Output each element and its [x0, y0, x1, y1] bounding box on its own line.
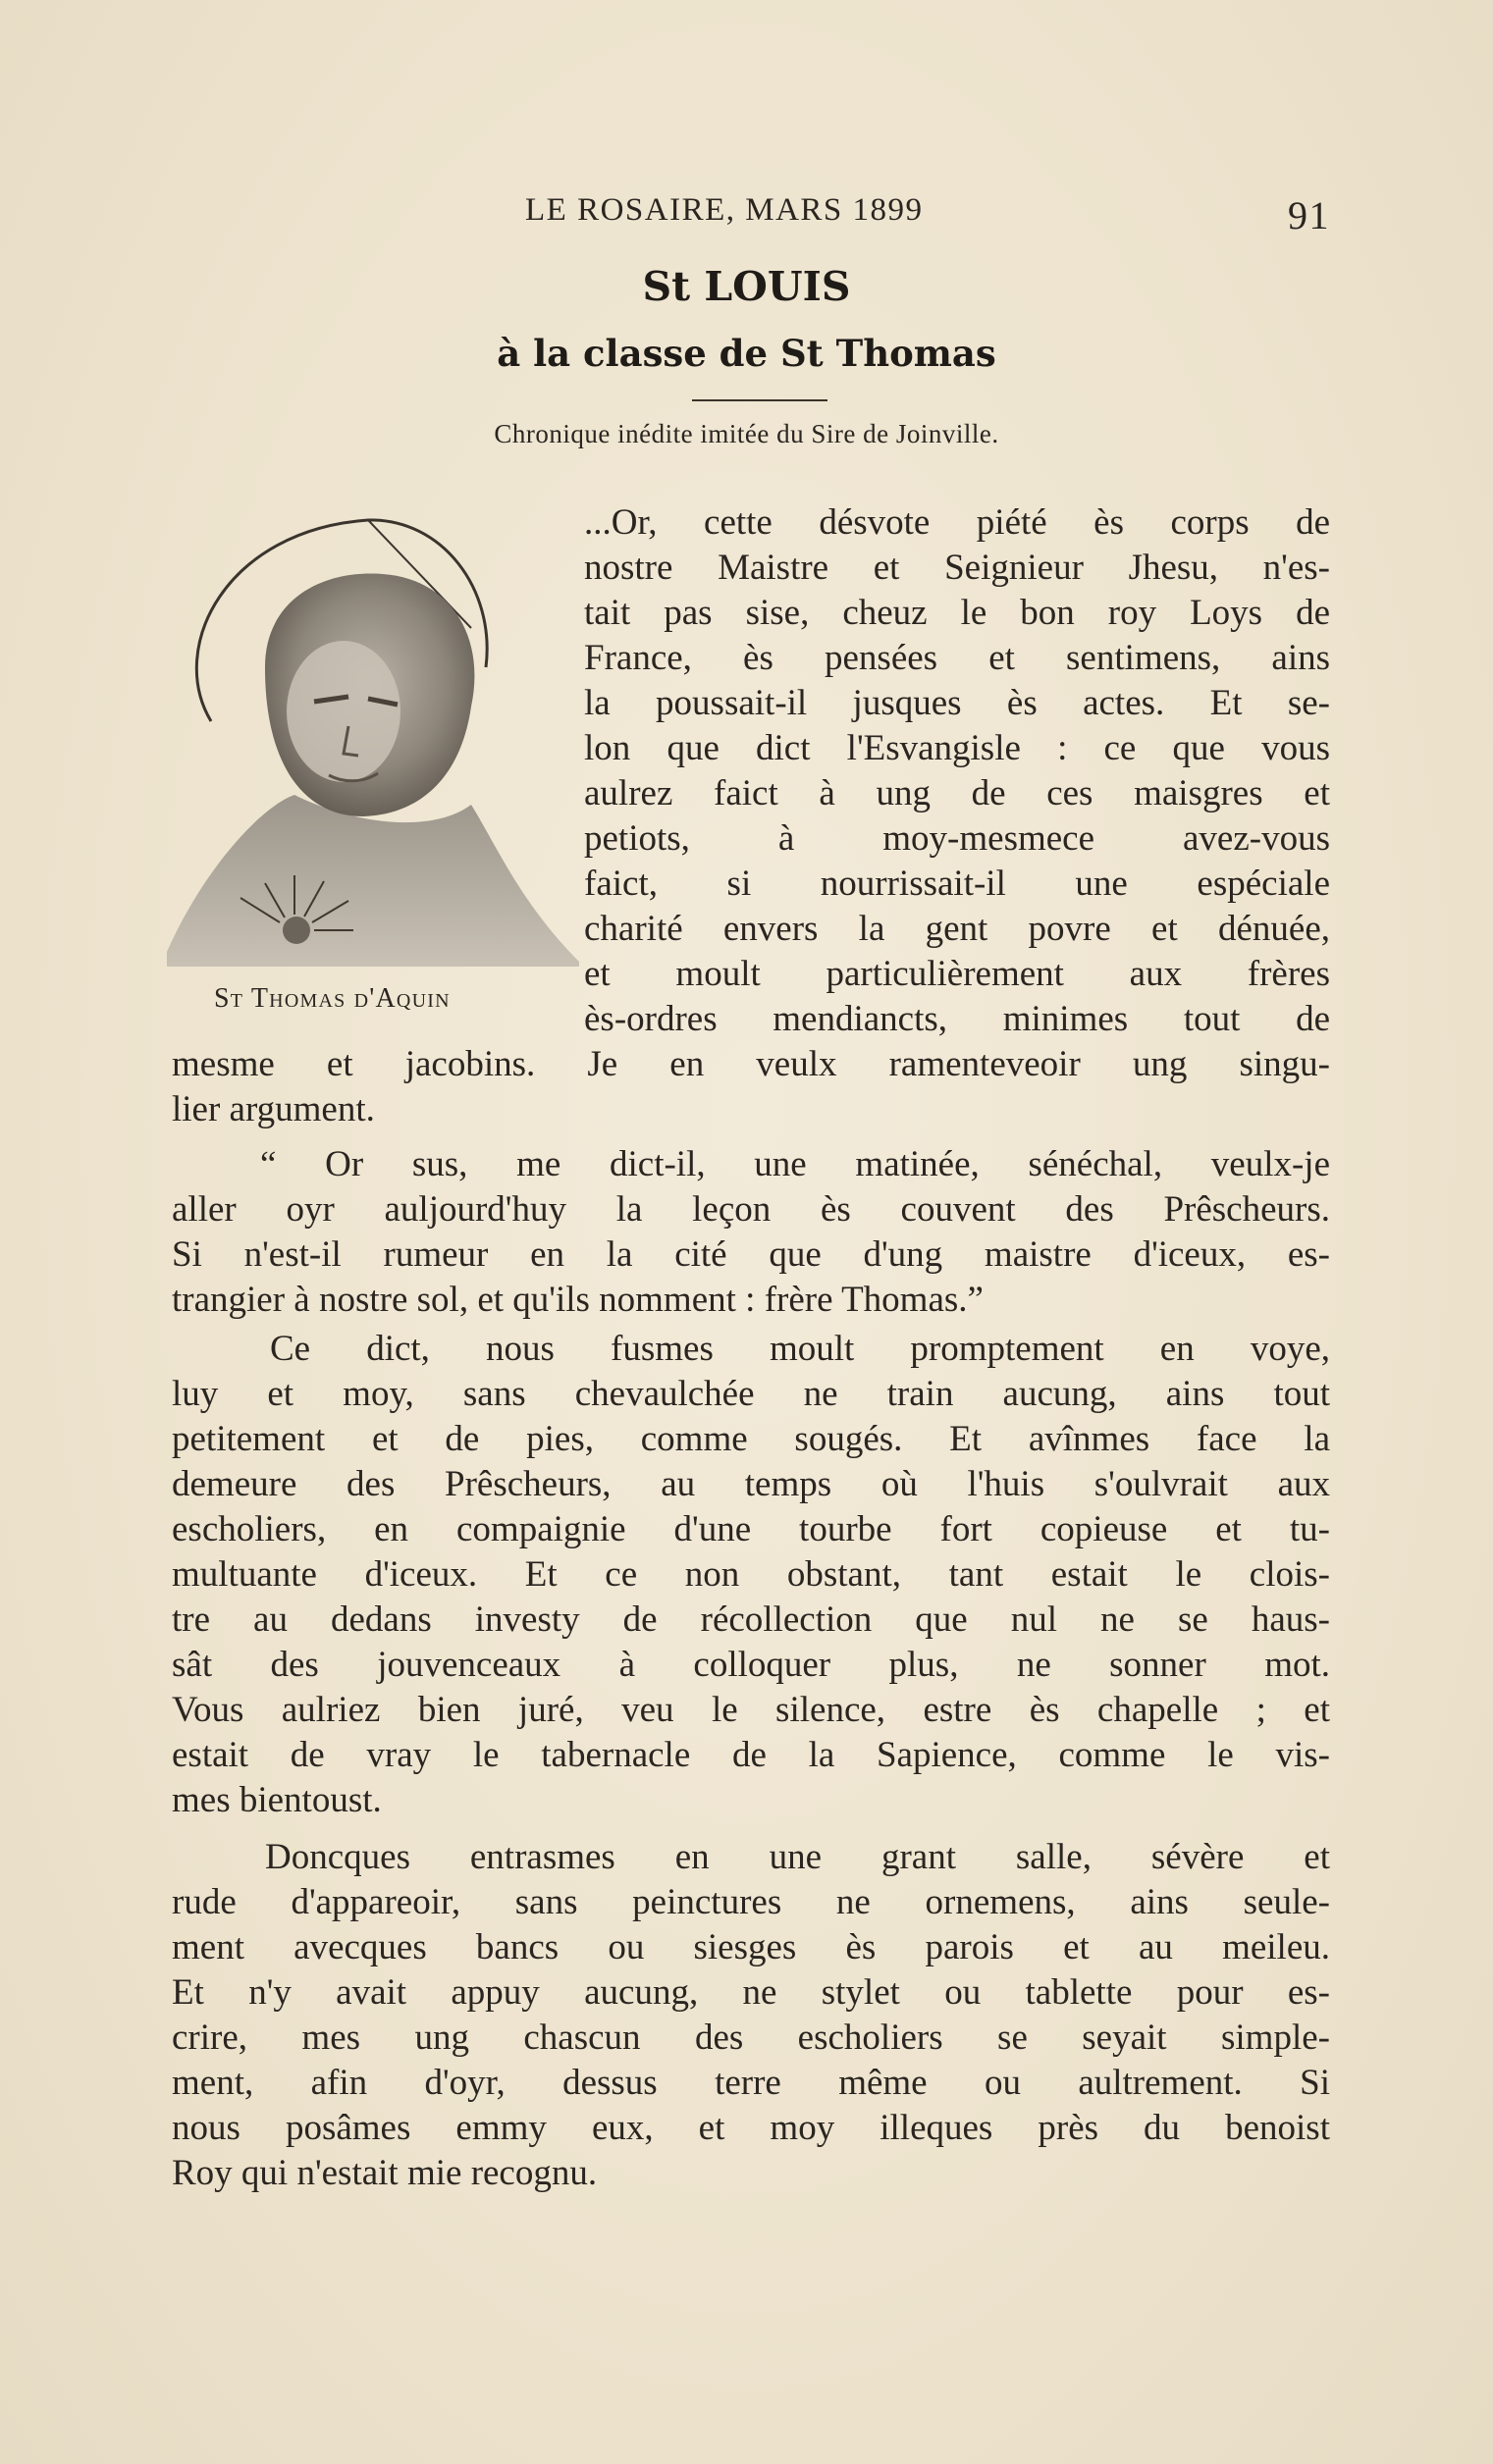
body-line: charité envers la gent povre et dénuée,	[584, 909, 1330, 949]
portrait-caption: St Thomas d'Aquin	[214, 983, 451, 1014]
body-line: aulrez faict à ung de ces maisgres et	[584, 773, 1330, 813]
body-line: lon que dict l'Esvangisle : ce que vous	[584, 728, 1330, 768]
body-line: Ce dict, nous fusmes moult promptement en voye,	[270, 1329, 1330, 1369]
body-line: Doncques entrasmes en une grant salle, sévère et	[265, 1837, 1330, 1877]
body-line: la poussait-il jusques ès actes. Et se-	[584, 683, 1330, 723]
body-line: Roy qui n'estait mie recognu.	[172, 2153, 598, 2193]
body-line: petitement et de pies, comme sougés. Et avînmes face la	[172, 1419, 1330, 1459]
body-line: aller oyr auljourd'huy la leçon ès couvent des Prêscheurs.	[172, 1189, 1330, 1230]
body-line: luy et moy, sans chevaulchée ne train aucung, ains tout	[172, 1374, 1330, 1414]
body-line: rude d'appareoir, sans peinctures ne ornemens, ains seule-	[172, 1882, 1330, 1922]
body-line: crire, mes ung chascun des escholiers se seyait simple-	[172, 2018, 1330, 2058]
body-line: lier argument.	[172, 1089, 375, 1129]
body-line: ès-ordres mendiancts, minimes tout de	[584, 999, 1330, 1039]
body-line: tre au dedans investy de récollection que nul ne se haus-	[172, 1599, 1330, 1640]
article-title: St LOUIS	[642, 263, 851, 310]
body-line: demeure des Prêscheurs, au temps où l'huis s'oulvrait aux	[172, 1464, 1330, 1504]
title-divider	[692, 399, 827, 401]
body-line: Si n'est-il rumeur en la cité que d'ung maistre d'iceux, es-	[172, 1234, 1330, 1275]
body-line: sât des jouvenceaux à colloquer plus, ne sonner mot.	[172, 1645, 1330, 1685]
body-line: “ Or sus, me dict-il, une matinée, sénéchal, veulx-je	[260, 1144, 1330, 1184]
body-line: petiots, à moy-mesmece avez-vous	[584, 818, 1330, 859]
article-subtitle: à la classe de St Thomas	[497, 332, 996, 375]
body-line: mes bientoust.	[172, 1780, 382, 1820]
body-line: France, ès pensées et sentimens, ains	[584, 638, 1330, 678]
body-line: ...Or, cette désvote piété ès corps de	[584, 502, 1330, 543]
body-line: Vous aulriez bien juré, veu le silence, estre ès chapelle ; et	[172, 1690, 1330, 1730]
body-line: ment, afin d'oyr, dessus terre même ou aultrement. Si	[172, 2063, 1330, 2103]
body-line: tait pas sise, cheuz le bon roy Loys de	[584, 593, 1330, 633]
body-line: multuante d'iceux. Et ce non obstant, tant estait le clois-	[172, 1554, 1330, 1595]
body-line: estait de vray le tabernacle de la Sapience, comme le vis-	[172, 1735, 1330, 1775]
body-line: nous posâmes emmy eux, et moy illeques près du benoist	[172, 2108, 1330, 2148]
body-line: trangier à nostre sol, et qu'ils nomment : frère Thomas.”	[172, 1280, 984, 1320]
body-line: et moult particulièrement aux frères	[584, 954, 1330, 994]
body-line: faict, si nourrissait-il une espéciale	[584, 864, 1330, 904]
body-line: nostre Maistre et Seignieur Jhesu, n'es-	[584, 548, 1330, 588]
saint-thomas-portrait	[147, 510, 579, 976]
body-line: escholiers, en compaignie d'une tourbe fort copieuse et tu-	[172, 1509, 1330, 1549]
body-line: Et n'y avait appuy aucung, ne stylet ou tablette pour es-	[172, 1972, 1330, 2013]
running-title: LE ROSAIRE, MARS 1899	[525, 192, 924, 228]
body-line: ment avecques bancs ou siesges ès parois et au meileu.	[172, 1927, 1330, 1967]
chronicle-note: Chronique inédite imitée du Sire de Joinville.	[494, 419, 999, 448]
page-number: 91	[1288, 193, 1330, 237]
body-line: mesme et jacobins. Je en veulx ramenteveoir ung singu-	[172, 1044, 1330, 1084]
